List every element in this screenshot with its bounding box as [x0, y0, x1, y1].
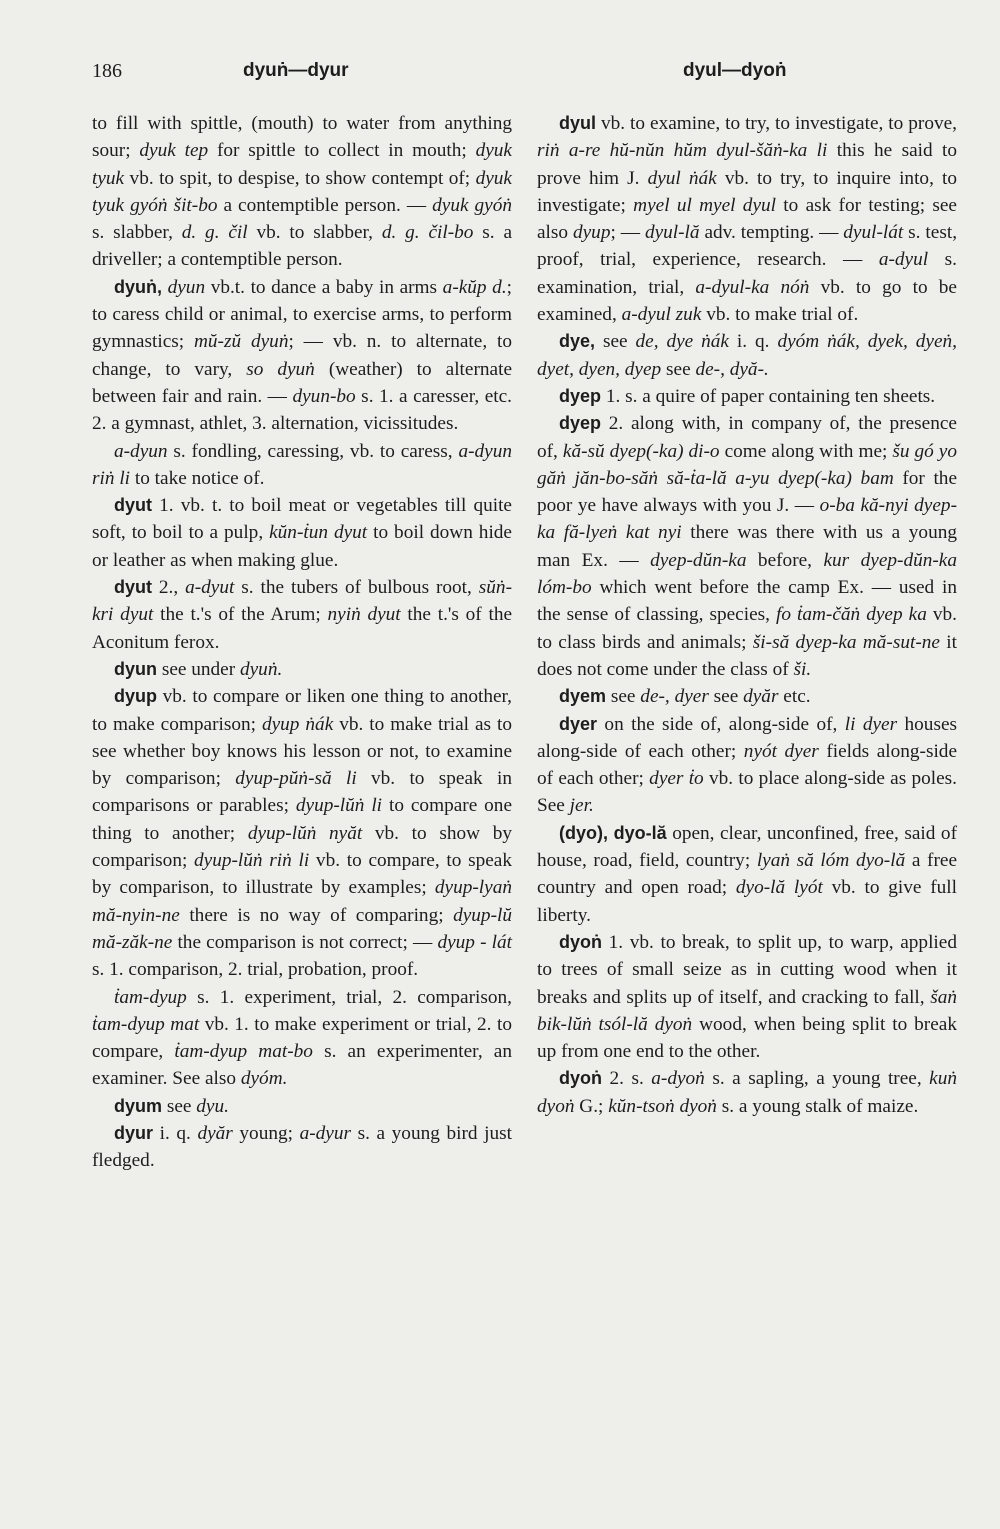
definition-text: see under [157, 658, 240, 680]
native-term: dyăr [743, 686, 779, 708]
definition-text: vb. to give full liberty. [537, 877, 957, 926]
definition-text: fields along-side of each other; [537, 740, 958, 790]
definition-text: s. a young stalk of maize. [716, 1095, 919, 1117]
native-term: dyup [572, 222, 611, 244]
native-term: ṫam-dyup mat-bo [174, 1041, 313, 1063]
definition-text: vb.t. to dance a baby in arms [205, 276, 443, 298]
headword: dyer [559, 713, 598, 734]
definition-text: for spittle to collect in mouth; [208, 140, 476, 162]
definition-text: G.; [574, 1095, 609, 1117]
definition-text: there was there with us a young man Ex. — [537, 522, 957, 571]
native-term: dyup-lŭṅ riṅ li [194, 850, 310, 872]
headword: dyep [559, 413, 602, 434]
native-term: dyup-pŭṅ-să li [235, 768, 357, 790]
native-term: a-dyoṅ [651, 1068, 705, 1090]
definition-text: s. 1. a caresser, etc. 2. a gymnast, athlet, 3. alternation, vicissitudes. [92, 385, 512, 435]
definition-text: to ask for testing; see also [537, 194, 957, 244]
page-number: 186 [92, 60, 122, 82]
native-term: a-dyun riṅ li [92, 440, 512, 489]
definition-text: s. examination, trial, [537, 249, 957, 298]
native-term: d. g. čil-bo [381, 222, 474, 244]
definition-text: 1. vb. t. to boil meat or vegetables till quite soft, to boil to a pulp, [92, 495, 512, 544]
definition-text: s. slabber, [92, 222, 182, 244]
definition-text: open, clear, unconfined, free, said of house, road, field, country; [537, 822, 957, 872]
native-term: li dyer [844, 713, 898, 735]
definition-text: vb. to place along-side as poles. See [537, 768, 958, 817]
headword: dyun [114, 658, 157, 679]
definition-text: the t.'s of the Arum; [153, 604, 328, 626]
native-term: de-, [640, 686, 670, 708]
definition-text: vb. to show by comparison; [92, 822, 512, 872]
dictionary-entry [537, 328, 957, 383]
native-term: dyo-lă lyót [735, 877, 823, 899]
native-term: nyót dyer [743, 740, 819, 762]
native-term: dyup ṅák [261, 713, 334, 735]
native-term: dyuk tep [139, 140, 209, 162]
right-guide-word: dyul—dyoṅ [683, 60, 787, 81]
native-term: šaṅ bik-lŭṅ tsól-lă dyoṅ [537, 986, 957, 1035]
headword: (dyo), dyo-lă [559, 822, 667, 843]
dictionary-entry [92, 984, 512, 1093]
definition-text: ; to caress child or animal, to exercise arms, to perform gymnastics; [92, 276, 512, 353]
dictionary-entry [537, 711, 957, 820]
native-term: dyun [167, 276, 206, 298]
native-term: d. g. čil [181, 222, 248, 244]
native-term: a-dyur [299, 1122, 351, 1144]
native-term: dyup-lŭ mă-zăk-ne [92, 904, 512, 953]
definition-text: vb. to go to be examined, [537, 276, 957, 326]
dictionary-entry [92, 1120, 512, 1175]
native-term: dyăr [197, 1122, 233, 1144]
definition-text: the comparison is not correct; — [172, 931, 438, 953]
dictionary-entry [92, 656, 512, 683]
definition-text: young; [232, 1122, 300, 1144]
headword: dye, [559, 331, 596, 352]
definition-text: this he said to prove him J. [537, 140, 957, 189]
definition-text: there is no way of comparing; [179, 904, 454, 926]
left-guide-word: dyuṅ—dyur [243, 60, 349, 81]
definition-text: a contemptible person. — [217, 194, 433, 216]
headword: dyur [114, 1122, 154, 1143]
definition-text: for the poor ye have always with you J. — [537, 467, 957, 517]
native-term: o-ba kă-nyi dyep-ka fă-lyeṅ kat nyi [537, 495, 957, 544]
native-term: de, dye ṅák [635, 331, 729, 353]
native-term: jer. [569, 795, 594, 817]
definition-text: vb. to slabber, [247, 222, 382, 244]
definition-text: come along with me; [719, 440, 893, 462]
definition-text: houses along-side of each other; [537, 713, 958, 762]
dictionary-entry [537, 410, 957, 683]
native-term: so dyuṅ [246, 358, 315, 380]
definition-text: adv. tempting. — [699, 222, 844, 244]
native-term: dyóm ṅák, dyek, dyeṅ, dyet, dyen, dyep [537, 331, 957, 380]
native-term: mŭ-zŭ dyuṅ [193, 331, 289, 353]
definition-text: 2. s. [602, 1068, 652, 1090]
definition-text: vb. 1. to make experiment or trial, 2. to compare, [92, 1013, 512, 1063]
definition-text: vb. to class birds and animals; [537, 604, 957, 653]
definition-text: 1. s. a quire of paper containing ten sheets. [601, 385, 936, 407]
definition-text: see [708, 686, 744, 708]
native-term: dyup-lŭṅ li [295, 795, 383, 817]
native-term: ṫam-dyup mat [92, 1013, 200, 1035]
definition-text: which went before the camp Ex. — used in the sense of classing, species, [537, 577, 957, 626]
native-term: a-dyun [114, 440, 168, 462]
definition-text: vb. to spit, to despise, to show contempt of; [124, 167, 476, 189]
dictionary-entry [92, 438, 512, 493]
definition-text: etc. [778, 686, 811, 708]
definition-text: s. fondling, caressing, vb. to caress, [167, 440, 459, 462]
definition-text: s. an experimenter, an examiner. See also [92, 1041, 512, 1090]
dictionary-entry [92, 683, 512, 983]
headword: dyoṅ [559, 931, 602, 952]
definition-text: (weather) to alternate between fair and rain. — [92, 358, 513, 407]
definition-text: vb. to try, to inquire into, to investigate; [537, 167, 957, 216]
native-term: dyuk tyuk gyóṅ šit-bo [92, 167, 512, 216]
definition-text: vb. to speak in comparisons or parables; [92, 768, 512, 817]
native-term: de-, dyă-. [695, 358, 769, 380]
left-column [92, 110, 512, 1175]
definition-text: i. q. [153, 1122, 198, 1144]
native-term: a-dyul [878, 249, 929, 271]
definition-text: s. a sapling, a young tree, [704, 1068, 930, 1090]
dictionary-entry [537, 820, 957, 929]
native-term: dyup - lát [437, 931, 513, 953]
definition-text: ; — [610, 222, 645, 244]
definition-text: 1. vb. to break, to split up, to warp, applied to trees of small seize as in cutting wood when it breaks and splits up of itself, and cracking to fall, [537, 931, 957, 1008]
native-term: kŭn-tsoṅ dyoṅ [608, 1095, 717, 1117]
definition-text: to fill with spittle, (mouth) to water from anything sour; [92, 113, 512, 162]
definition-text: to take notice of. [130, 467, 265, 489]
definition-text: vb. to examine, to try, to investigate, to prove, [596, 113, 957, 134]
dictionary-entry [92, 274, 512, 438]
dictionary-entry [92, 110, 512, 274]
definition-text: a free country and open road; [537, 850, 958, 899]
definition-text: s. a driveller; a contemptible person. [92, 222, 513, 271]
native-term: lyaṅ să lóm dyo-lă [756, 850, 906, 872]
headword: dyoṅ [559, 1068, 602, 1089]
dictionary-entry [537, 383, 957, 410]
native-term: dyuṅ. [239, 658, 283, 680]
definition-text: 2., [152, 577, 186, 599]
native-term: ši-să dyep-ka mă-sut-ne [752, 631, 940, 653]
definition-text: 2. along with, in company of, the presence of, [537, 413, 957, 462]
native-term: a-dyut [185, 577, 235, 599]
definition-text: it does not come under the class of [537, 631, 957, 680]
headword: dyut [114, 495, 152, 516]
definition-text: s. the tubers of bulbous root, [234, 577, 479, 599]
definition-text: s. 1. comparison, 2. trial, probation, proof. [92, 959, 419, 981]
dictionary-entry [92, 574, 512, 656]
native-term: dyul-lă [644, 222, 700, 244]
native-term: sŭṅ-kri dyut [92, 577, 512, 626]
native-term: dyuk tyuk [92, 140, 512, 189]
native-term: dyu. [196, 1095, 229, 1117]
native-term: ši. [793, 658, 812, 680]
headword: dyut [114, 577, 152, 598]
definition-text: see [595, 331, 636, 353]
definition-text: to boil down hide or leather as when making glue. [92, 522, 512, 571]
dictionary-entry [92, 1093, 512, 1120]
definition-text: wood, when being split to break up from one end to the other. [537, 1013, 957, 1063]
dictionary-entry [537, 110, 957, 328]
native-term: dyóm. [240, 1068, 288, 1090]
native-term: dyer [674, 686, 709, 708]
dictionary-entry [537, 929, 957, 1065]
native-term: dyuk gyóṅ [432, 194, 513, 216]
definition-text: vb. to compare, to speak by comparison, to illustrate by examples; [92, 850, 512, 899]
native-term: dyep-dŭn-ka [650, 549, 747, 571]
native-term: ṫam-dyup [114, 986, 187, 1008]
definition-text: see [661, 358, 696, 380]
native-term: a-dyul-ka nóṅ [695, 276, 810, 298]
native-term: dyul-lát [843, 222, 904, 244]
native-term: myel ul myel dyul [633, 194, 777, 216]
native-term: dyun-bo [292, 385, 356, 407]
headword: dyep [559, 385, 602, 406]
native-term: a-kŭp d. [442, 276, 507, 298]
definition-text: ; — vb. n. to alternate, to change, to vary, [92, 331, 513, 380]
definition-text: s. 1. experiment, trial, 2. comparison, [186, 986, 512, 1008]
definition-text: s. a young bird just fledged. [92, 1122, 512, 1172]
native-term: kur dyep-dŭn-ka lóm-bo [537, 549, 957, 599]
headword: dyum [114, 1095, 163, 1116]
definition-text: i. q. [729, 331, 778, 353]
headword: dyuṅ, [114, 276, 162, 297]
definition-text: see [162, 1095, 197, 1117]
definition-text: vb. to make trial of. [701, 304, 859, 326]
dictionary-entry [537, 683, 957, 710]
definition-text: see [606, 686, 641, 708]
headword: dyem [559, 686, 607, 707]
native-term: dyup-lyaṅ mă-nyin-ne [92, 877, 512, 926]
dictionary-entry [92, 492, 512, 574]
definition-text: vb. to compare or liken one thing to another, to make comparison; [92, 686, 512, 735]
definition-text: the t.'s of the Aconitum ferox. [92, 604, 513, 653]
native-term: fo ṫam-čăṅ dyep ka [775, 604, 927, 626]
headword: dyup [114, 686, 157, 707]
native-term: kŭn-ṫun dyut [269, 522, 368, 544]
native-term: kă-sŭ dyep(-ka) di-o [562, 440, 720, 462]
native-term: nyiṅ dyut [327, 604, 401, 626]
definition-text: vb. to make trial as to see whether boy knows his lesson or not, to examine by comparison; [92, 713, 513, 790]
native-term: šu gó yo găṅ jăn-bo-săṅ să-ṫa-lă a-yu dyep(-ka) bam [537, 440, 958, 489]
right-column [537, 110, 957, 1120]
native-term: kuṅ dyoṅ [537, 1068, 958, 1117]
definition-text: s. test, proof, trial, experience, research. — [537, 222, 958, 271]
native-term: dyul ṅák [647, 167, 717, 189]
native-term: dyer ṫo [649, 768, 704, 790]
dictionary-entry [537, 1065, 957, 1120]
native-term: a-dyul zuk [621, 304, 702, 326]
definition-text: on the side of, along-side of, [597, 713, 845, 735]
native-term: dyup-lŭṅ nyăt [247, 822, 363, 844]
definition-text: before, [746, 549, 824, 571]
native-term: riṅ a-re hŭ-nŭn hŭm dyul-šăṅ-ka li [537, 140, 828, 162]
headword: dyul [559, 113, 597, 133]
definition-text: to compare one thing to another; [92, 795, 513, 844]
